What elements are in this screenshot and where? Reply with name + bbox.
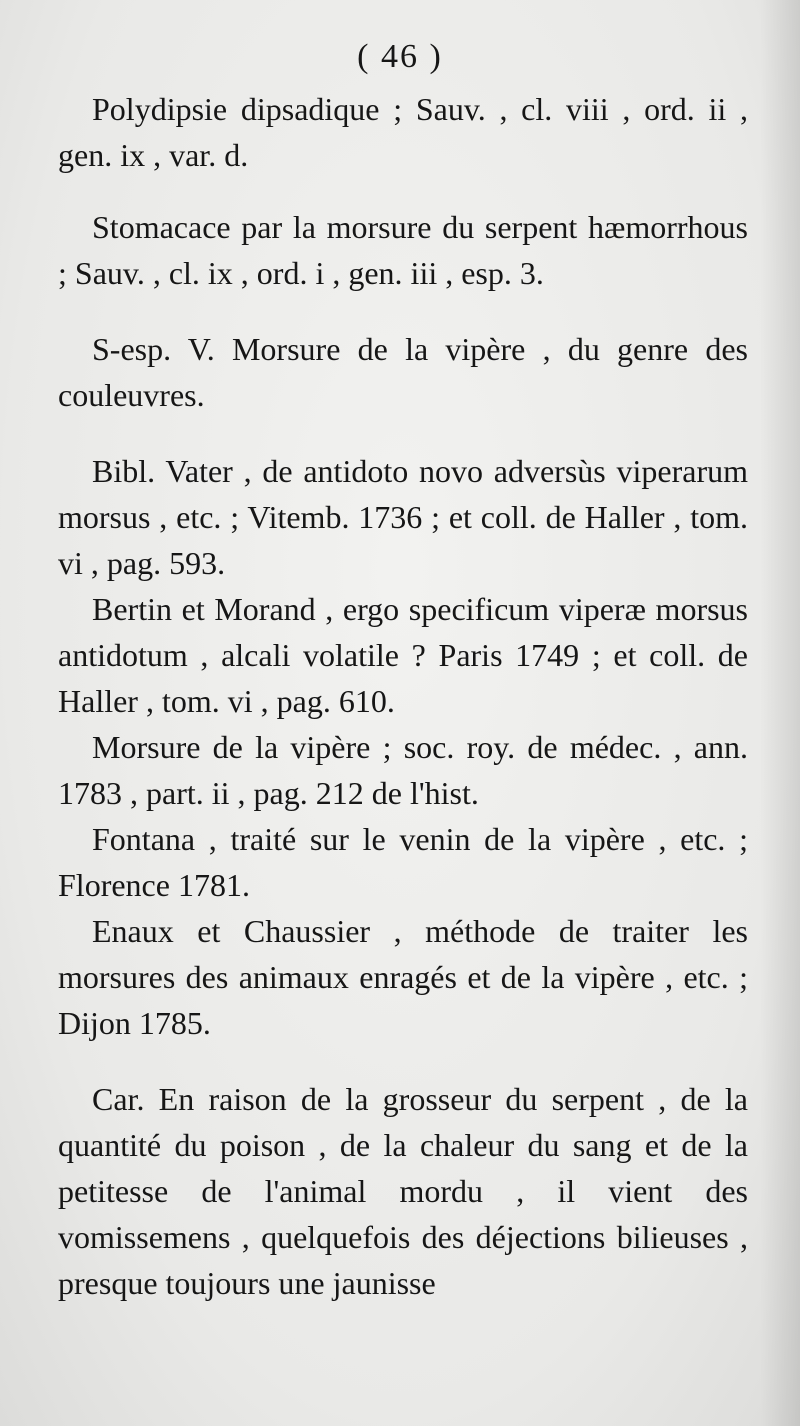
paragraph-polydipsie: Polydipsie dipsadique ; Sauv. , cl. viii , ord. ii , gen. ix , var. d. — [58, 91, 748, 173]
paragraph-soc-roy: Morsure de la vipère ; soc. roy. de médec. , ann. 1783 , part. ii , pag. 212 de l'hist. — [58, 729, 748, 811]
paragraph-bertin-morand: Bertin et Morand , ergo specificum viperæ morsus antidotum , alcali volatile ? Paris 1749 ; et coll. de Haller , tom. vi , pag. 610. — [58, 591, 748, 719]
paragraph-enaux-chaussier: Enaux et Chaussier , méthode de traiter les morsures des animaux enragés et de la vipère , etc. ; Dijon 1785. — [58, 913, 748, 1041]
paragraph-stomacace: Stomacace par la morsure du serpent hæmorrhous ; Sauv. , cl. ix , ord. i , gen. iii , esp. 3. — [58, 209, 748, 291]
page-number: ( 46 ) — [357, 38, 443, 75]
paragraph-subspecies-heading: S-esp. V. Morsure de la vipère , du genre des couleuvres. — [58, 331, 748, 413]
paragraph-fontana: Fontana , traité sur le venin de la vipère , etc. ; Florence 1781. — [58, 821, 748, 903]
paragraph-bibliography-vater: Bibl. Vater , de antidoto novo adversùs viperarum morsus , etc. ; Vitemb. 1736 ; et coll. de Haller , tom. vi , pag. 593. — [58, 453, 748, 581]
page-body — [58, 86, 748, 1306]
paragraph-characters: Car. En raison de la grosseur du serpent , de la quantité du poison , de la chaleur du sang et de la petitesse de l'animal mordu , il vient des vomissemens , quelquefois des déjections bilieuses , presque toujours une jaunisse — [58, 1081, 748, 1301]
